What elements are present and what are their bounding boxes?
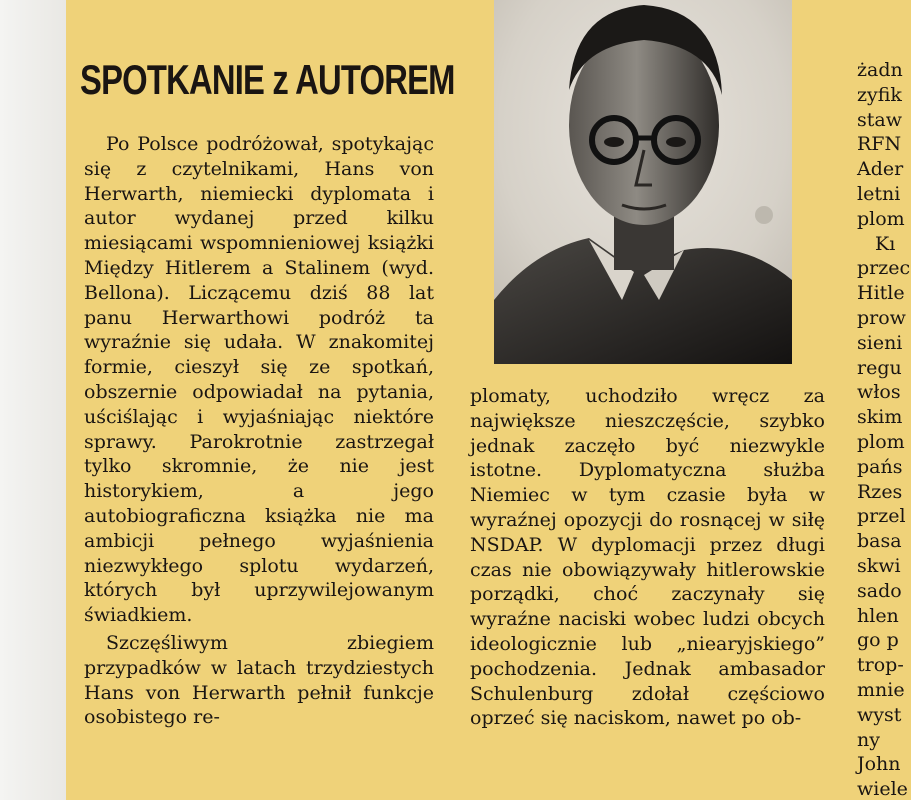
column-2 [470, 384, 825, 731]
col3-line: plom [857, 207, 905, 230]
paragraph-1: Po Polsce podróżował, spotykając się z czytelnikami, Hans von Herwarth, niemiecki dyplomata i autor wydanej przed kilku miesiącami wspomnieniowej książki Między Hitlerem a Stalinem (wyd. Bellona). Liczącemu dziś 88 lat panu Herwarthowi podróż ta wyraźnie się udała. W znakomitej formie, cieszył się ze spotkań, obszernie odpowiadał na pytania, uściślając i wyjaśniając niektóre sprawy. Parokrotnie zastrzegał tylko skromnie, że nie jest historykiem, a jego autobiograficzna książka nie ma ambicji pełnego wyjaśnienia niezwykłego splotu wydarzeń, których był uprzywilejowanym świadkiem. [84, 133, 434, 627]
col3-line: włos [857, 381, 901, 404]
col3-line: sieni [857, 331, 903, 354]
col3-line: mnie [857, 678, 905, 701]
col3-line: letni [857, 182, 901, 205]
paragraph-3: plomaty, uchodziło wręcz za największe nieszczęście, szybko jednak zaczęło być niezwykle istotne. Dyplomatyczna służba Niemiec w tym czasie była w wyraźnej opozycji do rosnącej w siłę NSDAP. W dyplomacji przez długi czas nie obowiązywały hitlerowskie porządki, choć zaczynały się wyraźne naciski wobec ludzi obcych ideologicznie lub „niearyjskiego” pochodzenia. Jednak ambasador Schulenburg zdołał częściowo oprzeć się naciskom, nawet po ob- [470, 385, 825, 730]
col3-line: pańs [857, 455, 903, 478]
column-3-cropped [857, 58, 911, 800]
col3-line: ny [857, 728, 880, 751]
col3-line: Hitle [857, 282, 905, 305]
col3-line: basa [857, 530, 902, 553]
article-title: SPOTKANIE z AUTOREM [80, 56, 455, 103]
page-margin [0, 0, 66, 800]
magazine-page [66, 0, 911, 800]
column-1 [84, 132, 434, 733]
col3-line: przec [857, 257, 911, 280]
col3-line: Ader [857, 158, 904, 181]
col3-line: trop- [857, 654, 904, 677]
col3-line: zyfik [857, 83, 902, 106]
col3-line: skim [857, 406, 903, 429]
col3-line: przel [857, 505, 906, 528]
col3-line: hlen [857, 604, 899, 627]
col3-line: RFN [857, 133, 902, 156]
col3-line: regu [857, 356, 902, 379]
portrait-illustration [494, 0, 792, 364]
paragraph-2: Szczęśliwym zbiegiem przypadków w latach trzydziestych Hans von Herwarth pełnił funkcje osobistego re- [84, 631, 434, 729]
col3-line: skwi [857, 554, 901, 577]
col3-line: wyst [857, 703, 902, 726]
col3-line: plom [857, 430, 905, 453]
portrait-photo [494, 0, 792, 364]
col3-line: sado [857, 579, 902, 602]
col3-line: Rzes [857, 480, 903, 503]
col3-line: żadn [857, 59, 903, 81]
col3-line: staw [857, 108, 902, 131]
col3-line: John [857, 753, 901, 776]
col3-line: prow [857, 306, 906, 329]
col3-line: Kı [875, 232, 896, 255]
col3-line: wiele [857, 778, 908, 800]
col3-line: go p [857, 629, 899, 652]
